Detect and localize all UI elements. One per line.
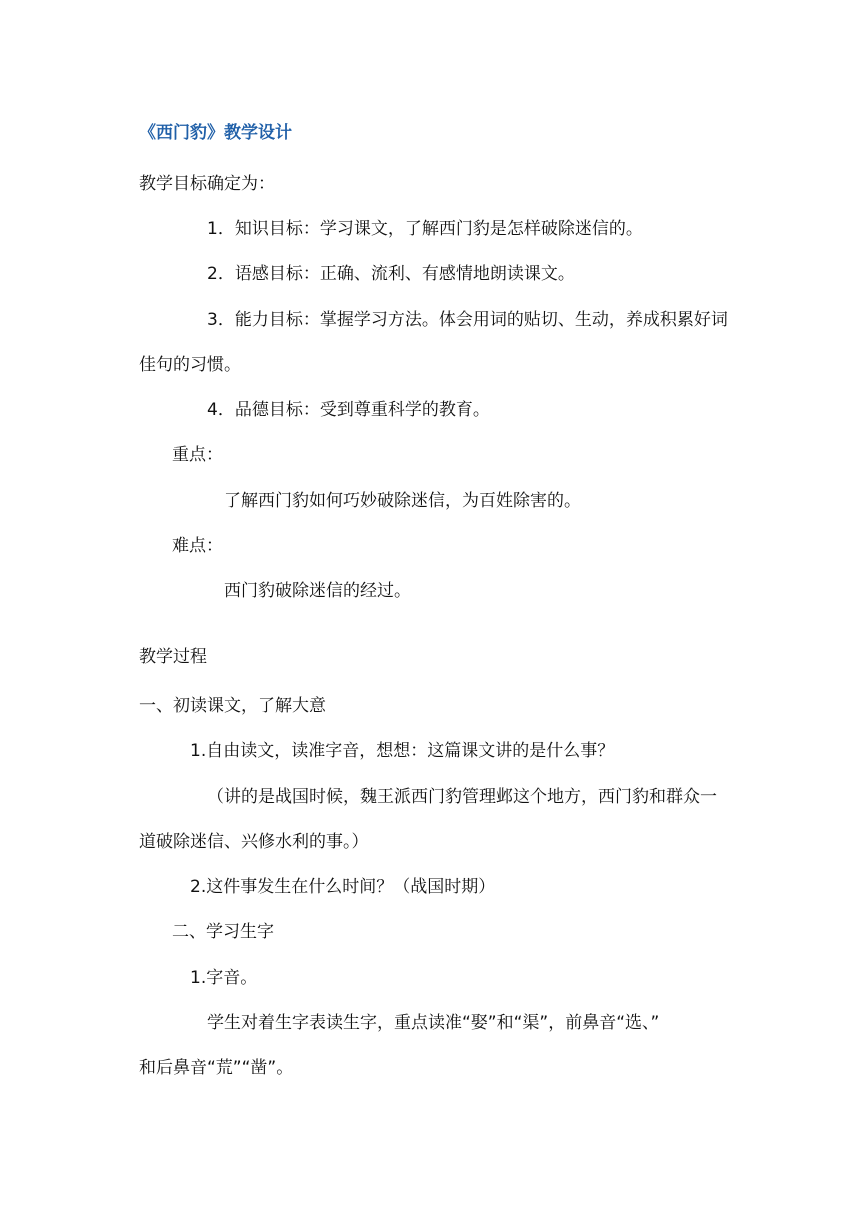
key-point-heading: 重点： [172, 445, 223, 465]
section1-item: 2.这件事发生在什么时间？（战国时期） [190, 877, 496, 897]
objective-item: 3．能力目标：掌握学习方法。体会用词的贴切、生动，养成积累好词 [207, 310, 728, 330]
section2-item-continuation: 和后鼻音“荒”“凿”。 [139, 1058, 294, 1078]
document-title: 《西门豹》教学设计 [139, 123, 292, 143]
objective-item-continuation: 佳句的习惯。 [139, 355, 241, 375]
difficulty-heading: 难点： [172, 536, 223, 556]
difficulty-text: 西门豹破除迷信的经过。 [224, 581, 411, 601]
section1-heading: 一、初读课文，了解大意 [139, 696, 326, 716]
objective-item: 1．知识目标：学习课文，了解西门豹是怎样破除迷信的。 [207, 219, 643, 239]
section1-item-continuation: 道破除迷信、兴修水利的事。） [139, 832, 369, 852]
objectives-heading: 教学目标确定为： [139, 174, 275, 194]
section1-item: 1.自由读文，读准字音，想想：这篇课文讲的是什么事？ [190, 741, 615, 761]
objective-item: 4．品德目标：受到尊重科学的教育。 [207, 400, 490, 420]
section2-item: 1.字音。 [190, 968, 258, 988]
section2-heading: 二、学习生字 [172, 922, 274, 942]
process-heading: 教学过程 [139, 647, 207, 667]
section2-item: 学生对着生字表读生字，重点读准“娶”和“渠”，前鼻音“选、” [207, 1013, 660, 1033]
section1-item: （讲的是战国时候，魏王派西门豹管理邺这个地方，西门豹和群众一 [207, 787, 717, 807]
key-point-text: 了解西门豹如何巧妙破除迷信，为百姓除害的。 [224, 491, 581, 511]
objective-item: 2．语感目标：正确、流利、有感情地朗读课文。 [207, 264, 575, 284]
